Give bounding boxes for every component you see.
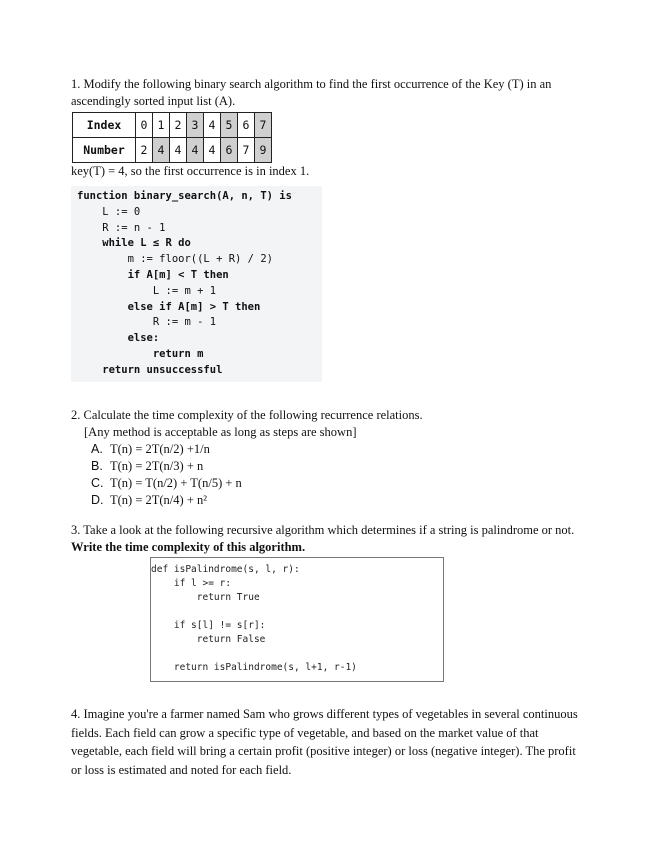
- number-header: Number: [73, 138, 136, 163]
- palindrome-code: [150, 557, 444, 683]
- question-1-text: 1. Modify the following binary search algorithm to find the first occurrence of the Key (T) in an ascendingly sorted input list (A).: [71, 77, 552, 108]
- code-line: R := m - 1: [77, 316, 217, 329]
- index-cell: 3: [187, 113, 204, 138]
- index-cell: 2: [170, 113, 187, 138]
- option-letter: D.: [91, 492, 104, 507]
- code-line: else if A[m] > T then: [77, 300, 261, 313]
- code-line: while L ≤ R do: [77, 237, 191, 250]
- index-header: Index: [73, 113, 136, 138]
- code-line: return True: [151, 591, 260, 603]
- number-row: [73, 138, 272, 163]
- option-text: T(n) = 2T(n/3) + n: [110, 458, 204, 473]
- code-line: L := m + 1: [77, 284, 217, 297]
- code-line: else:: [77, 332, 160, 345]
- number-cell: 4: [187, 138, 204, 163]
- code-line: function binary_search(A, n, T) is: [77, 190, 292, 202]
- code-line: return isPalindrome(s, l+1, r-1): [151, 662, 357, 674]
- number-cell: 6: [221, 138, 238, 163]
- number-cell: 7: [238, 138, 255, 163]
- code-line: return unsuccessful: [77, 363, 223, 376]
- option-text: T(n) = 2T(n/2) +1/n: [110, 441, 210, 456]
- code-line: if s[l] != s[r]:: [151, 619, 266, 631]
- number-cell: 4: [170, 138, 187, 163]
- code-line: R := n - 1: [77, 221, 166, 234]
- code-line: if l >= r:: [151, 577, 232, 589]
- number-cell: 2: [136, 138, 153, 163]
- number-cell: 4: [153, 138, 170, 163]
- code-line: def isPalindrome(s, l, r):: [151, 563, 300, 575]
- index-cell: 1: [153, 113, 170, 138]
- option-text: T(n) = T(n/2) + T(n/5) + n: [110, 475, 242, 490]
- index-cell: 6: [238, 113, 255, 138]
- question-3-text: [71, 522, 581, 556]
- index-row: [73, 113, 272, 138]
- question-2-text: 2. Calculate the time complexity of the following recurrence relations.: [71, 407, 423, 422]
- code-line: if A[m] < T then: [77, 268, 229, 281]
- binary-search-code: [71, 186, 322, 382]
- index-cell: 0: [136, 113, 153, 138]
- question-1-key-note: key(T) = 4, so the first occurrence is in index 1.: [71, 164, 310, 178]
- index-cell: 5: [221, 113, 238, 138]
- list-item: [91, 492, 581, 509]
- option-letter: B.: [91, 458, 103, 473]
- document-page: [71, 76, 581, 779]
- index-cell: 7: [255, 113, 272, 138]
- code-line: return m: [77, 347, 204, 360]
- list-item: [91, 441, 581, 458]
- code-line: m := floor((L + R) / 2): [77, 253, 273, 266]
- array-table: [72, 112, 272, 163]
- question-3: [71, 522, 581, 683]
- code-line: return False: [151, 634, 266, 646]
- option-text: T(n) = 2T(n/4) + n²: [110, 492, 207, 507]
- option-letter: A.: [91, 441, 103, 456]
- list-item: [91, 475, 581, 492]
- question-4-text: 4. Imagine you're a farmer named Sam who grows different types of vegetables in several continuous fields. Each field can grow a specific type of vegetable, and based on the market value of that vegetable, each field will bring a certain profit (positive integer) or loss (negative integer). The profit or loss is estimated and noted for each field.: [71, 707, 578, 777]
- recurrence-list: [71, 441, 581, 509]
- question-2-note: [Any method is acceptable as long as steps are shown]: [84, 424, 357, 439]
- code-line: L := 0: [77, 205, 141, 218]
- question-4: [71, 705, 581, 779]
- number-cell: 9: [255, 138, 272, 163]
- question-3-prompt: 3. Take a look at the following recursive algorithm which determines if a string is palindrome or not.: [71, 522, 575, 537]
- number-cell: 4: [204, 138, 221, 163]
- question-2: [71, 407, 581, 509]
- index-cell: 4: [204, 113, 221, 138]
- list-item: [91, 458, 581, 475]
- option-letter: C.: [91, 475, 104, 490]
- question-3-bold: Write the time complexity of this algorithm.: [71, 539, 306, 554]
